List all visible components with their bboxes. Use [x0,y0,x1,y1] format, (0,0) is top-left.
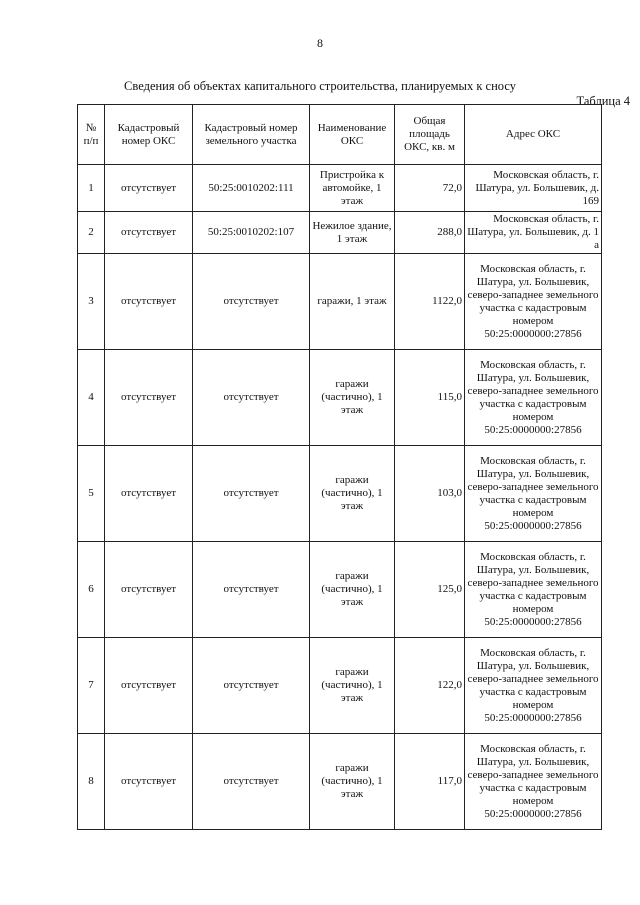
cell-area: 115,0 [395,350,465,446]
table-header-row [78,105,602,165]
table-row [78,446,602,542]
cell-area: 1122,0 [395,254,465,350]
col-header-address: Адрес ОКС [465,105,602,165]
table-row [78,350,602,446]
cell-land-cadastral: отсутствует [193,638,310,734]
cell-number: 5 [78,446,105,542]
cell-address: Московская область, г. Шатура, ул. Большевик, северо-западнее земельного участка с кадастровым номером 50:25:0000000:27856 [465,542,602,638]
cell-land-cadastral: отсутствует [193,254,310,350]
cell-area: 288,0 [395,212,465,254]
table-row [78,254,602,350]
cell-name: гаражи (частично), 1 этаж [310,734,395,830]
col-header-area: Общая площадь ОКС, кв. м [395,105,465,165]
cell-name: гаражи (частично), 1 этаж [310,638,395,734]
table-row [78,165,602,212]
cell-number: 7 [78,638,105,734]
table-label: Таблица 4 [576,94,630,108]
cell-oks-cadastral: отсутствует [105,212,193,254]
cell-name: гаражи (частично), 1 этаж [310,350,395,446]
cell-land-cadastral: отсутствует [193,446,310,542]
col-header-oks-cadastral: Кадастровый номер ОКС [105,105,193,165]
cell-address: Московская область, г. Шатура, ул. Большевик, северо-западнее земельного участка с кадастровым номером 50:25:0000000:27856 [465,446,602,542]
page-number: 8 [317,36,323,50]
cell-number: 2 [78,212,105,254]
cell-oks-cadastral: отсутствует [105,350,193,446]
cell-land-cadastral: отсутствует [193,350,310,446]
col-header-number: № п/п [78,105,105,165]
cell-land-cadastral: отсутствует [193,542,310,638]
cell-address: Московская область, г. Шатура, ул. Большевик, северо-западнее земельного участка с кадастровым номером 50:25:0000000:27856 [465,254,602,350]
cell-number: 4 [78,350,105,446]
cell-name: гаражи (частично), 1 этаж [310,446,395,542]
table-row [78,212,602,254]
cell-address: Московская область, г. Шатура, ул. Большевик, северо-западнее земельного участка с кадастровым номером 50:25:0000000:27856 [465,638,602,734]
cell-oks-cadastral: отсутствует [105,254,193,350]
cell-address: Московская область, г. Шатура, ул. Большевик, д. 169 [465,165,602,212]
cell-address: Московская область, г. Шатура, ул. Большевик, северо-западнее земельного участка с кадастровым номером 50:25:0000000:27856 [465,350,602,446]
cell-number: 1 [78,165,105,212]
col-header-name: Наименование ОКС [310,105,395,165]
table-row [78,638,602,734]
table-row [78,734,602,830]
cell-address: Московская область, г. Шатура, ул. Большевик, д. 1 а [465,212,602,254]
cell-oks-cadastral: отсутствует [105,542,193,638]
cell-name: Пристройка к автомойке, 1 этаж [310,165,395,212]
demolition-objects-table [77,104,602,830]
cell-oks-cadastral: отсутствует [105,734,193,830]
cell-number: 8 [78,734,105,830]
cell-address: Московская область, г. Шатура, ул. Большевик, северо-западнее земельного участка с кадастровым номером 50:25:0000000:27856 [465,734,602,830]
cell-land-cadastral: отсутствует [193,734,310,830]
cell-land-cadastral: 50:25:0010202:111 [193,165,310,212]
cell-area: 117,0 [395,734,465,830]
cell-area: 103,0 [395,446,465,542]
cell-oks-cadastral: отсутствует [105,165,193,212]
table-row [78,542,602,638]
cell-name: Нежилое здание, 1 этаж [310,212,395,254]
cell-number: 3 [78,254,105,350]
cell-number: 6 [78,542,105,638]
cell-area: 122,0 [395,638,465,734]
cell-oks-cadastral: отсутствует [105,638,193,734]
cell-oks-cadastral: отсутствует [105,446,193,542]
cell-name: гаражи, 1 этаж [310,254,395,350]
cell-area: 125,0 [395,542,465,638]
cell-name: гаражи (частично), 1 этаж [310,542,395,638]
cell-land-cadastral: 50:25:0010202:107 [193,212,310,254]
col-header-land-cadastral: Кадастровый номер земельного участка [193,105,310,165]
document-title: Сведения об объектах капитального строительства, планируемых к сносу [124,79,516,93]
cell-area: 72,0 [395,165,465,212]
